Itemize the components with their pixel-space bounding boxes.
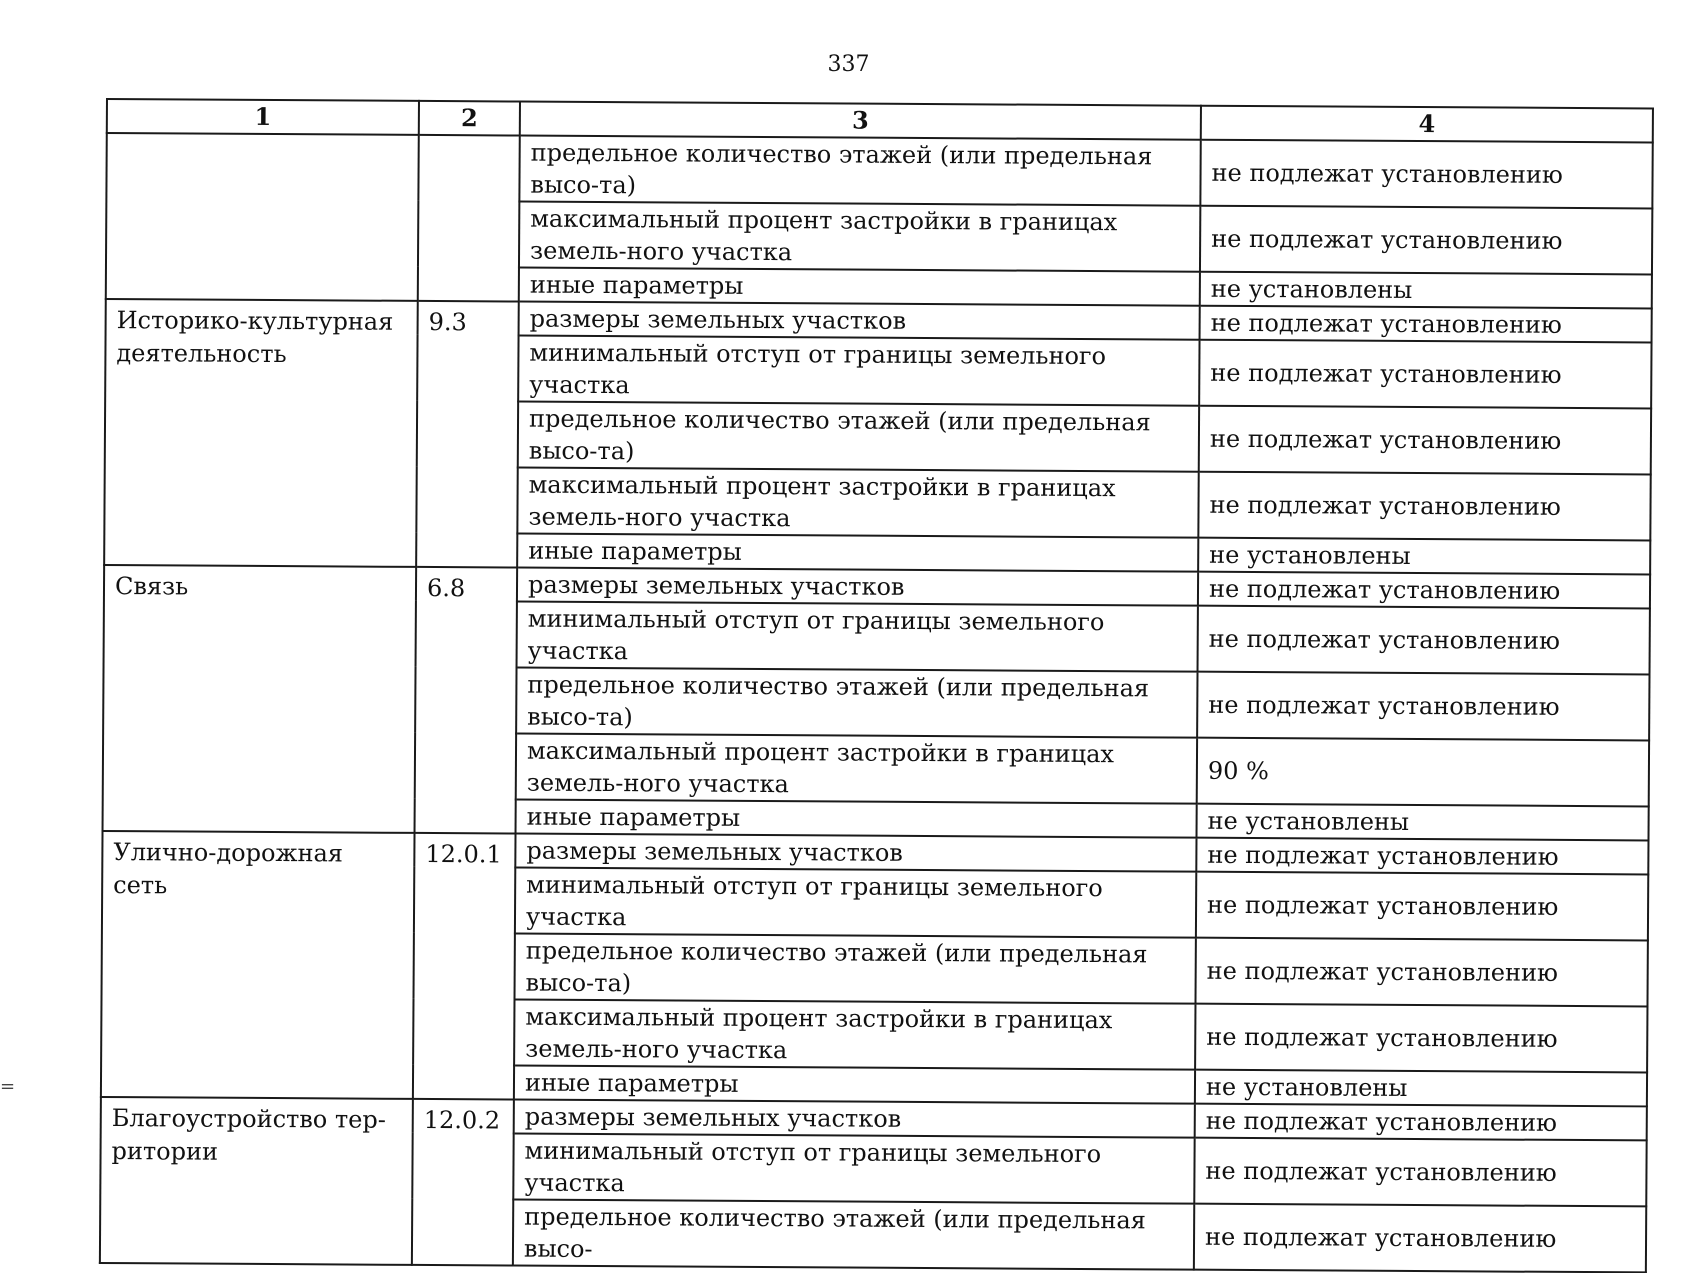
parameter-value: не подлежат установлению <box>1196 838 1648 875</box>
parameter-name: размеры земельных участков <box>514 1100 1195 1138</box>
parameter-name: размеры земельных участков <box>517 568 1198 606</box>
use-type-code: 6.8 <box>415 567 518 834</box>
header-col-3: 3 <box>520 102 1201 140</box>
parameter-name: размеры земельных участков <box>515 834 1196 872</box>
parameter-name: иные параметры <box>514 1066 1195 1104</box>
parameters-table-wrap <box>99 98 1652 1273</box>
parameter-value: не подлежат установлению <box>1200 206 1652 275</box>
parameter-name: предельное количество этажей (или предельная высо-та) <box>515 934 1196 1004</box>
parameter-name: предельное количество этажей (или предельная высо-та) <box>516 668 1197 738</box>
parameter-value: не подлежат установлению <box>1196 872 1648 941</box>
use-type-code: 12.0.2 <box>412 1099 514 1266</box>
parameter-value: не установлены <box>1198 538 1650 575</box>
parameter-name: минимальный отступ от границы земельного участка <box>515 868 1196 938</box>
parameter-name: размеры земельных участков <box>519 302 1200 340</box>
edge-mark-left: = <box>0 1076 16 1097</box>
parameter-name: предельное количество этажей (или предельная высо-та) <box>519 136 1200 206</box>
parameter-name: максимальный процент застройки в границах земель-ного участка <box>516 734 1197 804</box>
parameter-value: не подлежат установлению <box>1194 1204 1646 1273</box>
use-type-code <box>418 135 520 302</box>
header-col-1: 1 <box>107 99 419 135</box>
parameter-value: не подлежат установлению <box>1194 1138 1646 1207</box>
use-type-name: Улично-дорожная сеть <box>101 831 415 1099</box>
parameter-name: иные параметры <box>517 534 1198 572</box>
parameter-value: не установлены <box>1195 1070 1647 1107</box>
parameter-value: не установлены <box>1197 804 1649 841</box>
parameter-name: иные параметры <box>519 268 1200 306</box>
use-type-name: Связь <box>103 565 417 833</box>
parameter-value: не подлежат установлению <box>1200 140 1652 209</box>
parameter-value: не подлежат установлению <box>1200 306 1652 343</box>
parameter-name: предельное количество этажей (или предельная высо-та) <box>518 402 1199 472</box>
parameters-table <box>99 98 1654 1273</box>
parameter-name: максимальный процент застройки в границах земель-ного участка <box>517 468 1198 538</box>
parameter-name: иные параметры <box>516 800 1197 838</box>
parameter-name: минимальный отступ от границы земельного участка <box>518 336 1199 406</box>
use-type-code: 12.0.1 <box>413 833 516 1100</box>
parameter-value: 90 % <box>1197 738 1649 807</box>
parameter-value: не подлежат установлению <box>1199 340 1651 409</box>
parameter-value: не подлежат установлению <box>1197 672 1649 741</box>
parameter-value: не подлежат установлению <box>1195 1004 1647 1073</box>
header-col-2: 2 <box>419 101 520 136</box>
use-type-name <box>106 133 419 301</box>
parameter-name: максимальный процент застройки в границах земель-ного участка <box>519 202 1200 272</box>
use-type-code: 9.3 <box>416 301 519 568</box>
parameter-value: не подлежат установлению <box>1198 472 1650 541</box>
parameter-name: минимальный отступ от границы земельного участка <box>517 602 1198 672</box>
table-row <box>106 133 1652 208</box>
use-type-name: Историко-культурная деятельность <box>104 299 418 567</box>
parameter-value: не подлежат установлению <box>1195 938 1647 1007</box>
table-body <box>100 133 1653 1272</box>
parameter-name: максимальный процент застройки в границах земель-ного участка <box>514 1000 1195 1070</box>
header-col-4: 4 <box>1201 106 1653 143</box>
parameter-value: не подлежат установлению <box>1198 606 1650 675</box>
use-type-name: Благоустройство тер-ритории <box>100 1097 413 1265</box>
parameter-value: не подлежат установлению <box>1199 406 1651 475</box>
parameter-value: не подлежат установлению <box>1198 572 1650 609</box>
page-number: 337 <box>827 52 870 77</box>
parameter-name: минимальный отступ от границы земельного участка <box>513 1134 1194 1204</box>
parameter-name: предельное количество этажей (или предельная высо- <box>513 1200 1194 1270</box>
parameter-value: не подлежат установлению <box>1195 1104 1647 1141</box>
parameter-value: не установлены <box>1200 272 1652 309</box>
